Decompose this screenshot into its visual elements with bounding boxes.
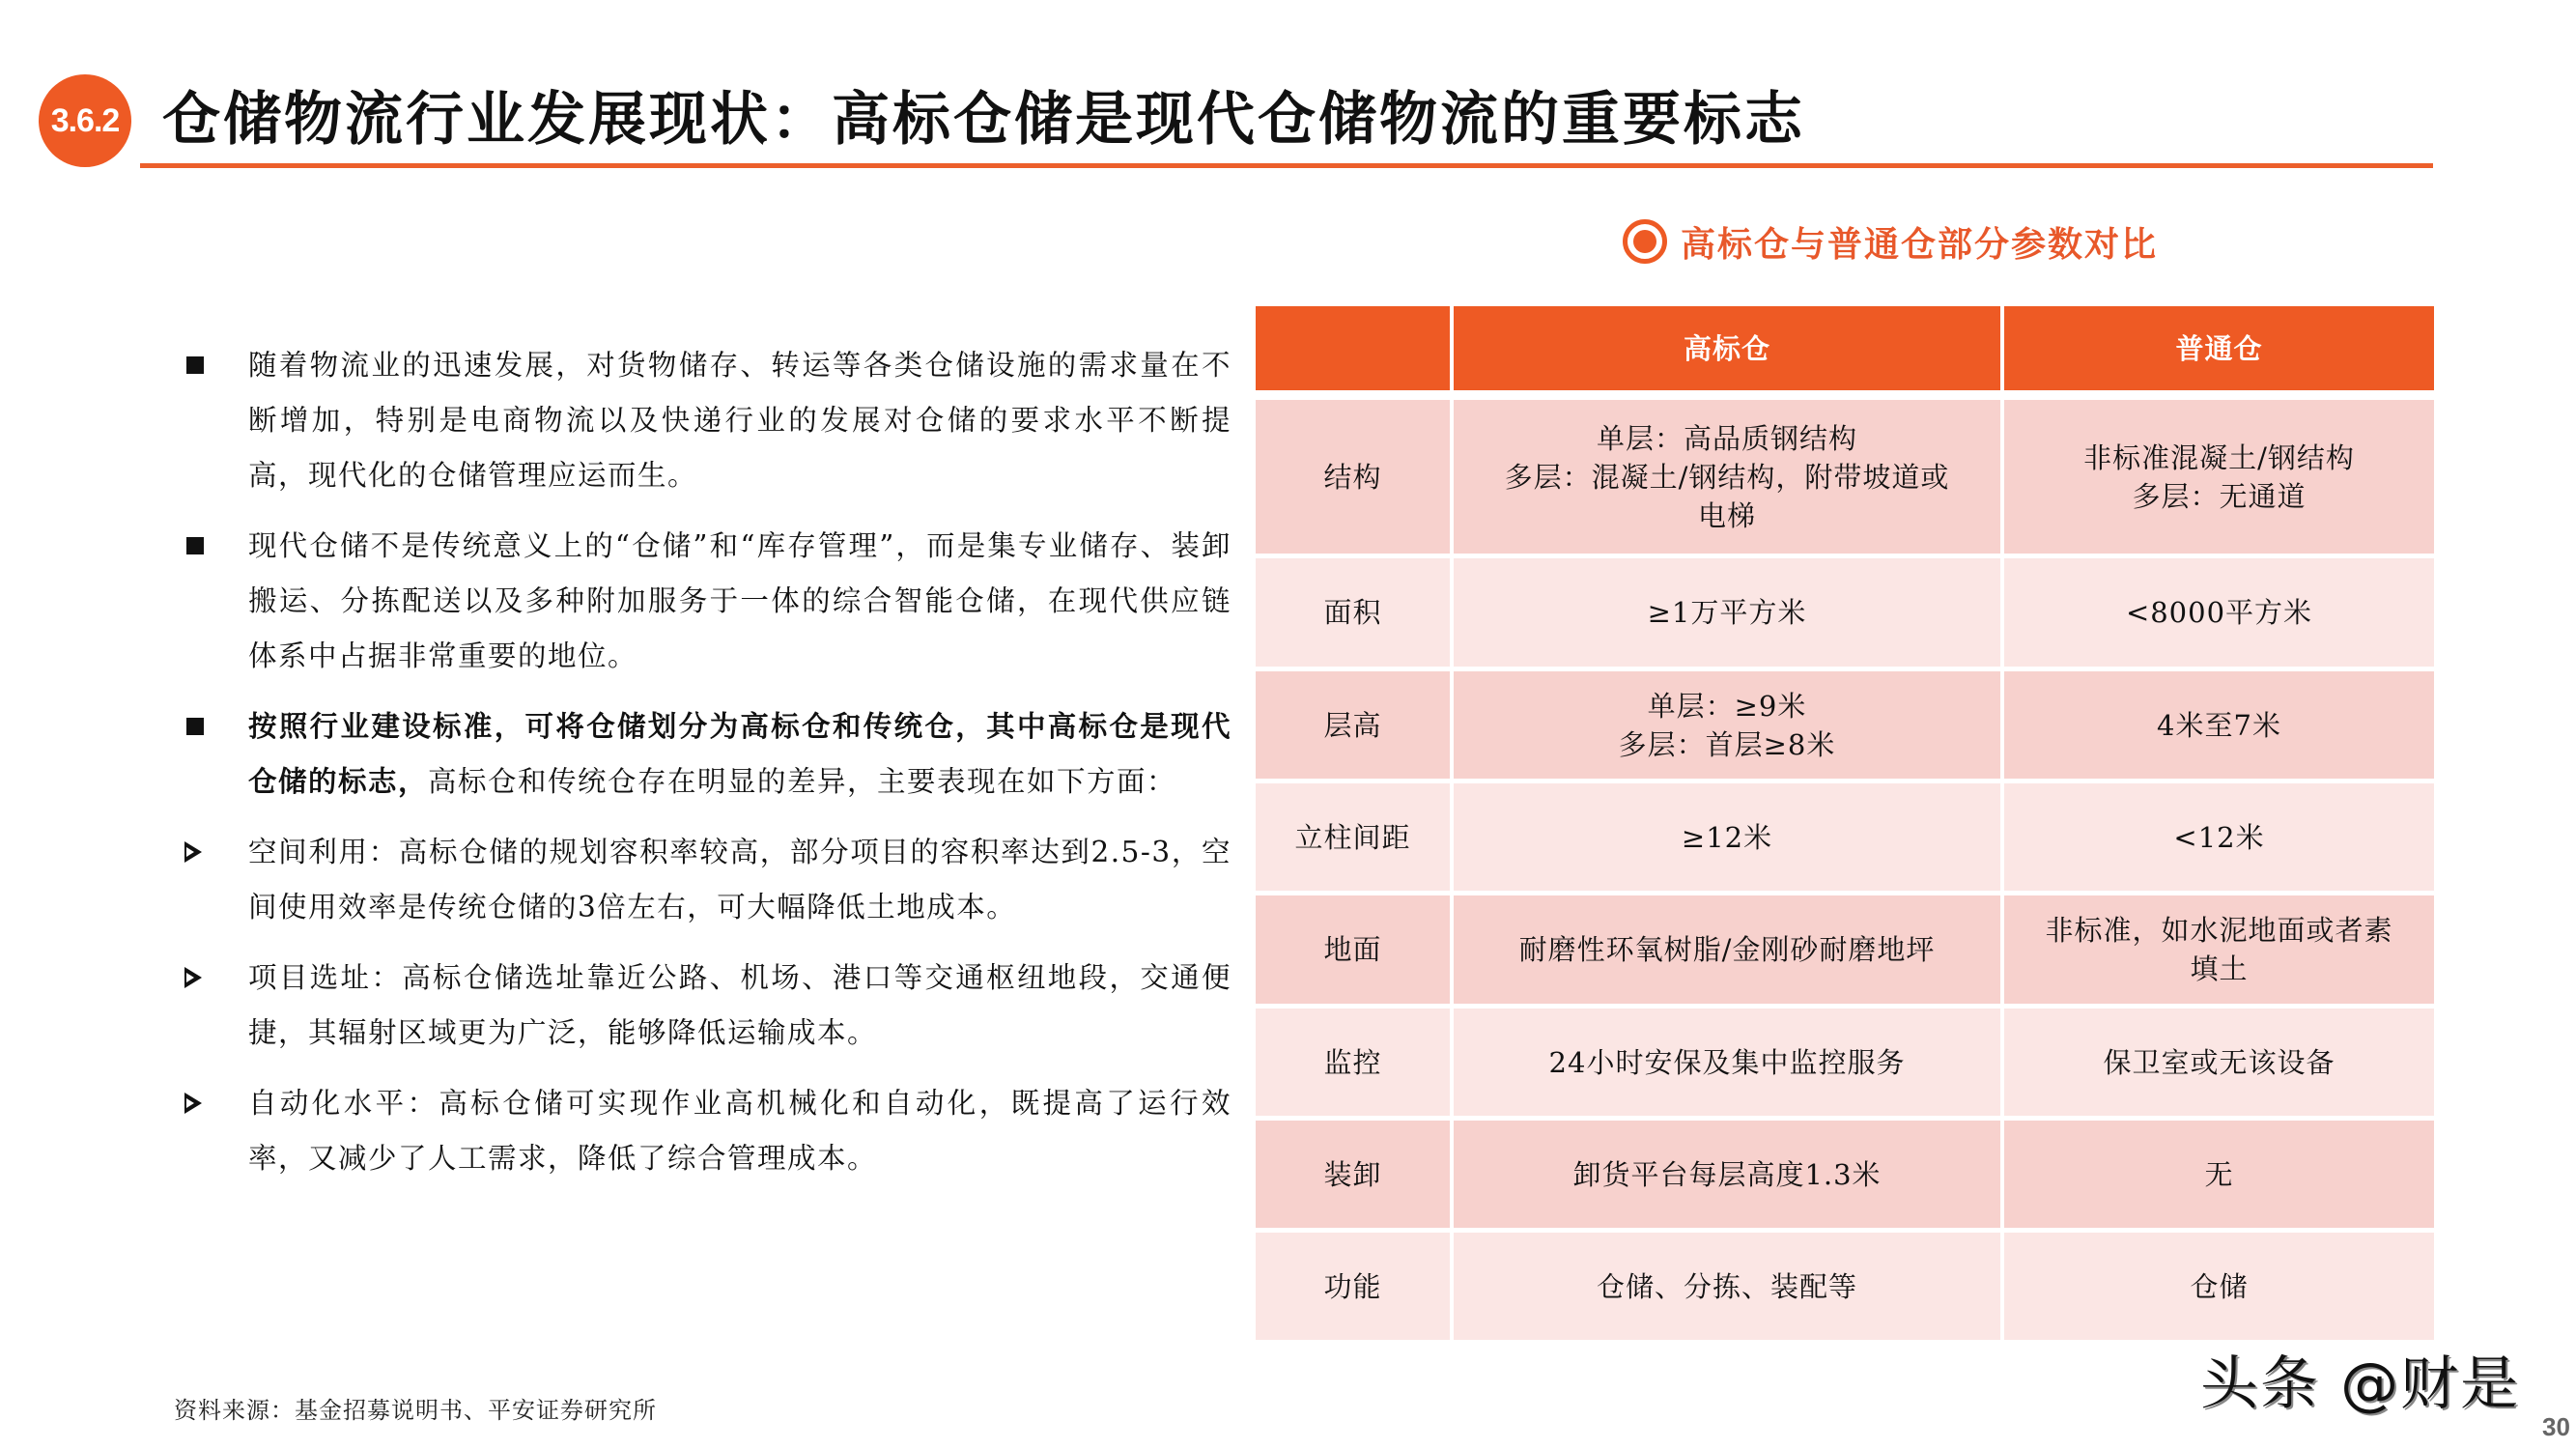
normal-cell: 无 (2004, 1121, 2434, 1233)
body-text (179, 338, 1231, 1202)
table-row (1256, 1233, 2434, 1340)
cell-line: 多层：无通道 (2132, 479, 2307, 513)
high-standard-cell: ≥1万平方米 (1454, 558, 2004, 671)
comparison-table (1256, 306, 2434, 1340)
section-number-badge: 3.6.2 (39, 74, 131, 167)
table-caption-text: 高标仓与普通仓部分参数对比 (1681, 224, 2159, 265)
high-standard-cell: 24小时安保及集中监控服务 (1454, 1009, 2004, 1121)
table-row (1256, 671, 2434, 783)
param-cell: 监控 (1256, 1009, 1454, 1121)
table-row (1256, 1009, 2434, 1121)
param-cell: 面积 (1256, 558, 1454, 671)
table-header-row (1256, 306, 2434, 400)
table-row (1256, 895, 2434, 1009)
title-divider (140, 163, 2433, 168)
square-bullet-icon (186, 537, 204, 554)
high-standard-cell: 卸货平台每层高度1.3米 (1454, 1121, 2004, 1233)
page-title: 仓储物流行业发展现状：高标仓储是现代仓储物流的重要标志 (162, 86, 1805, 154)
normal-cell: 仓储 (2004, 1233, 2434, 1340)
header-cell-normal: 普通仓 (2004, 306, 2434, 400)
normal-cell: 4米至7米 (2004, 671, 2434, 783)
param-cell: 地面 (1256, 895, 1454, 1009)
normal-cell (2004, 400, 2434, 558)
paragraph-text: 高标仓和传统仓存在明显的差异，主要表现在如下方面： (428, 765, 1177, 798)
square-bullet-icon (186, 718, 204, 735)
param-cell: 层高 (1256, 671, 1454, 783)
cell-line: 填土 (2190, 952, 2249, 985)
high-standard-cell: 仓储、分拣、装配等 (1454, 1233, 2004, 1340)
sub-point-site-selection (179, 951, 1231, 1061)
sub-point-space-utilization (179, 825, 1231, 935)
paragraph-text: 随着物流业的迅速发展，对货物储存、转运等各类仓储设施的需求量在不断增加，特别是电商物流以及快递行业的发展对仓储的要求水平不断提高，现代化的仓储管理应运而生。 (248, 349, 1231, 492)
arrow-bullet-icon (184, 841, 202, 863)
page-number: 30 (2542, 1412, 2570, 1441)
cell-line: 多层：混凝土/钢结构，附带坡道或 (1504, 460, 1950, 494)
cell-line: 单层：高品质钢结构 (1596, 421, 1857, 455)
paragraph-3 (179, 699, 1231, 810)
cell-line: 单层：≥9米 (1647, 689, 1807, 723)
param-cell: 装卸 (1256, 1121, 1454, 1233)
arrow-bullet-icon (184, 1093, 202, 1114)
paragraph-bold-text: 按照行业建设标准，可将仓储划分为高标仓和传统仓，其中高标仓是现代仓储的标志， (248, 710, 1231, 798)
param-cell: 立柱间距 (1256, 783, 1454, 895)
cell-line: 非标准，如水泥地面或者素 (2045, 914, 2393, 947)
normal-cell: <12米 (2004, 783, 2434, 895)
high-standard-cell (1454, 671, 2004, 783)
high-standard-cell: 耐磨性环氧树脂/金刚砂耐磨地坪 (1454, 895, 2004, 1009)
table-row (1256, 558, 2434, 671)
normal-cell: <8000平方米 (2004, 558, 2434, 671)
paragraph-text: 项目选址：高标仓储选址靠近公路、机场、港口等交通枢纽地段，交通便捷，其辐射区域更为广泛，能够降低运输成本。 (248, 961, 1231, 1049)
paragraph-text: 现代仓储不是传统意义上的“仓储”和“库存管理”，而是集专业储存、装卸搬运、分拣配送以及多种附加服务于一体的综合智能仓储，在现代供应链体系中占据非常重要的地位。 (248, 529, 1231, 672)
table-caption (1623, 214, 2158, 269)
header-cell-param (1256, 306, 1454, 400)
high-standard-cell (1454, 400, 2004, 558)
param-cell: 结构 (1256, 400, 1454, 558)
high-standard-cell: ≥12米 (1454, 783, 2004, 895)
table-row (1256, 1121, 2434, 1233)
arrow-bullet-icon (184, 967, 202, 988)
square-bullet-icon (186, 356, 204, 374)
paragraph-1 (179, 338, 1231, 503)
target-icon (1623, 219, 1667, 264)
param-cell: 功能 (1256, 1233, 1454, 1340)
cell-line: 多层：首层≥8米 (1618, 727, 1836, 761)
cell-line: 电梯 (1697, 498, 1756, 532)
header-cell-high-standard: 高标仓 (1454, 306, 2004, 400)
normal-cell (2004, 895, 2434, 1009)
source-note: 资料来源：基金招募说明书、平安证券研究所 (174, 1397, 657, 1424)
normal-cell: 保卫室或无该设备 (2004, 1009, 2434, 1121)
table-row (1256, 783, 2434, 895)
cell-line: 非标准混凝土/钢结构 (2083, 440, 2355, 474)
table-row (1256, 400, 2434, 558)
paragraph-text: 空间利用：高标仓储的规划容积率较高，部分项目的容积率达到2.5-3，空间使用效率是传统仓储的3倍左右，可大幅降低土地成本。 (248, 836, 1231, 923)
paragraph-text: 自动化水平：高标仓储可实现作业高机械化和自动化，既提高了运行效率，又减少了人工需求，降低了综合管理成本。 (248, 1087, 1231, 1175)
paragraph-2 (179, 519, 1231, 684)
watermark: 头条 @财是 (2200, 1350, 2521, 1418)
sub-point-automation (179, 1076, 1231, 1186)
